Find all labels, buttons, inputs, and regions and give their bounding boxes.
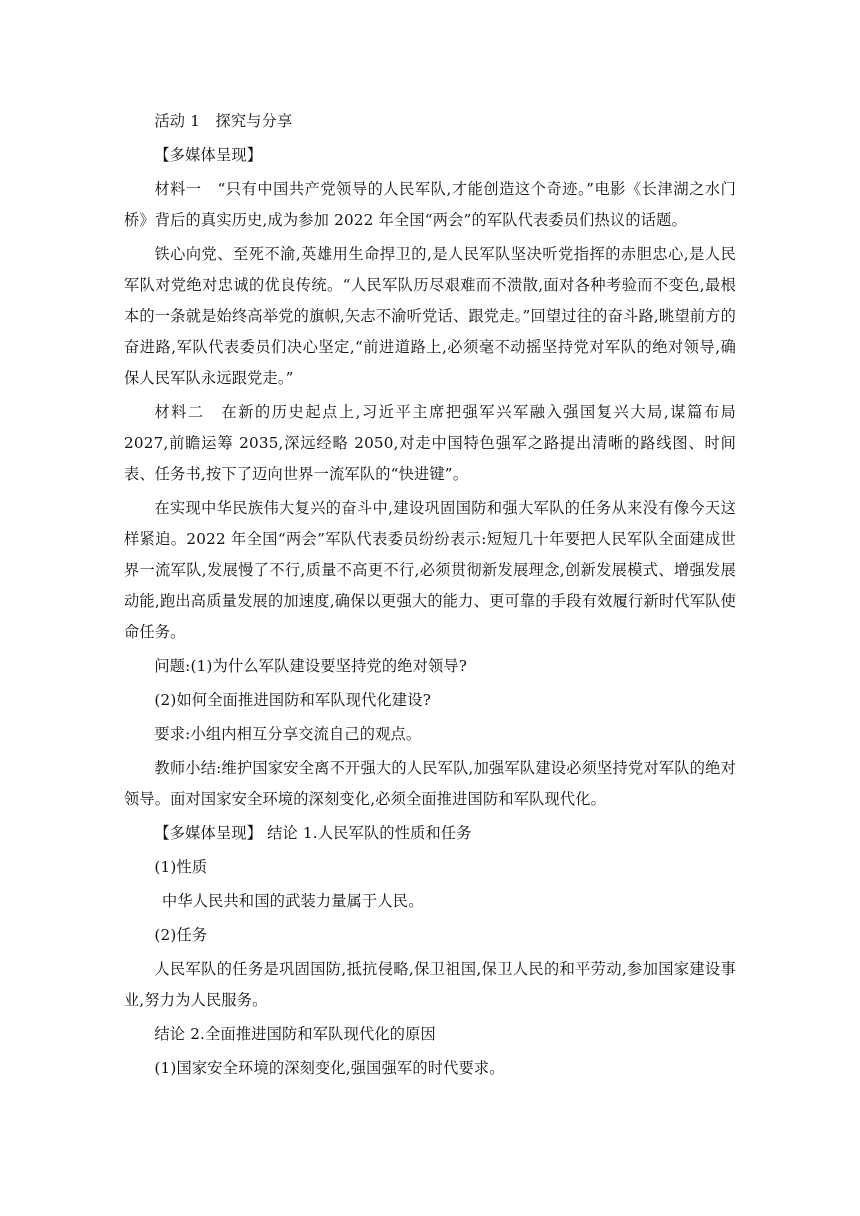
activity-title: 活动 1 探究与分享 [154,112,293,130]
conclusion-one-heading: 【多媒体呈现】 结论 1.人民军队的性质和任务 [154,824,472,842]
material-two-continuation: 在实现中华民族伟大复兴的奋斗中,建设巩固国防和强大军队的任务从来没有像今天这样紧迫。2022 年全国“两会”军队代表委员纷纷表示:短短几十年要把人民军队全面建成世界一流军队,发展慢了不行,质量不高更不行,必须贯彻新发展理念,创新发展模式、增强发展动能,跑出高质量发展的加速度,确保以更强大的能力、更可靠的手段有效履行新时代军队使命任务。 [124,499,736,641]
question-two: (2)如何全面推进国防和军队现代化建设? [154,691,432,709]
teacher-summary: 教师小结:维护国家安全离不开强大的人民军队,加强军队建设必须坚持党对军队的绝对领导。面对国家安全环境的深刻变化,必须全面推进国防和军队现代化。 [124,759,736,808]
requirement-text: 要求:小组内相互分享交流自己的观点。 [154,725,422,743]
conclusion-two-heading: 结论 2.全面推进国防和军队现代化的原因 [154,1025,436,1043]
material-one-continuation: 铁心向党、至死不渝,英雄用生命捍卫的,是人民军队坚决听党指挥的赤胆忠心,是人民军队对党绝对忠诚的优良传统。“人民军队历尽艰难而不溃散,面对各种考验而不变色,最根本的一条就是始终高举党的旗帜,矢志不渝听党话、跟党走。”回望过往的奋斗路,眺望前方的奋进路,军队代表委员们决心坚定,“前进道路上,必须毫不动摇坚持党对军队的绝对领导,确保人民军队永远跟党走。” [124,245,736,387]
multimedia-label: 【多媒体呈现】 [154,146,263,164]
document-page [124,106,736,1084]
reason-one: (1)国家安全环境的深刻变化,强国强军的时代要求。 [154,1059,505,1077]
task-text: 人民军队的任务是巩固国防,抵抗侵略,保卫祖国,保卫人民的和平劳动,参加国家建设事业,努力为人民服务。 [124,960,736,1009]
material-one-paragraph: 材料一 “只有中国共产党领导的人民军队,才能创造这个奇迹。”电影《长津湖之水门桥》背后的真实历史,成为参加 2022 年全国“两会”的军队代表委员们热议的话题。 [124,180,736,229]
nature-label: (1)性质 [154,858,208,876]
question-one: 问题:(1)为什么军队建设要坚持党的绝对领导? [154,657,468,675]
material-two-paragraph: 材料二 在新的历史起点上,习近平主席把强军兴军融入强国复兴大局,谋篇布局 2027,前瞻运筹 2035,深远经略 2050,对走中国特色强军之路提出清晰的路线图、时间表、任务书,按下了迈向世界一流军队的“快进键”。 [124,403,736,483]
task-label: (2)任务 [154,926,208,944]
nature-text: 中华人民共和国的武装力量属于人民。 [162,892,424,910]
